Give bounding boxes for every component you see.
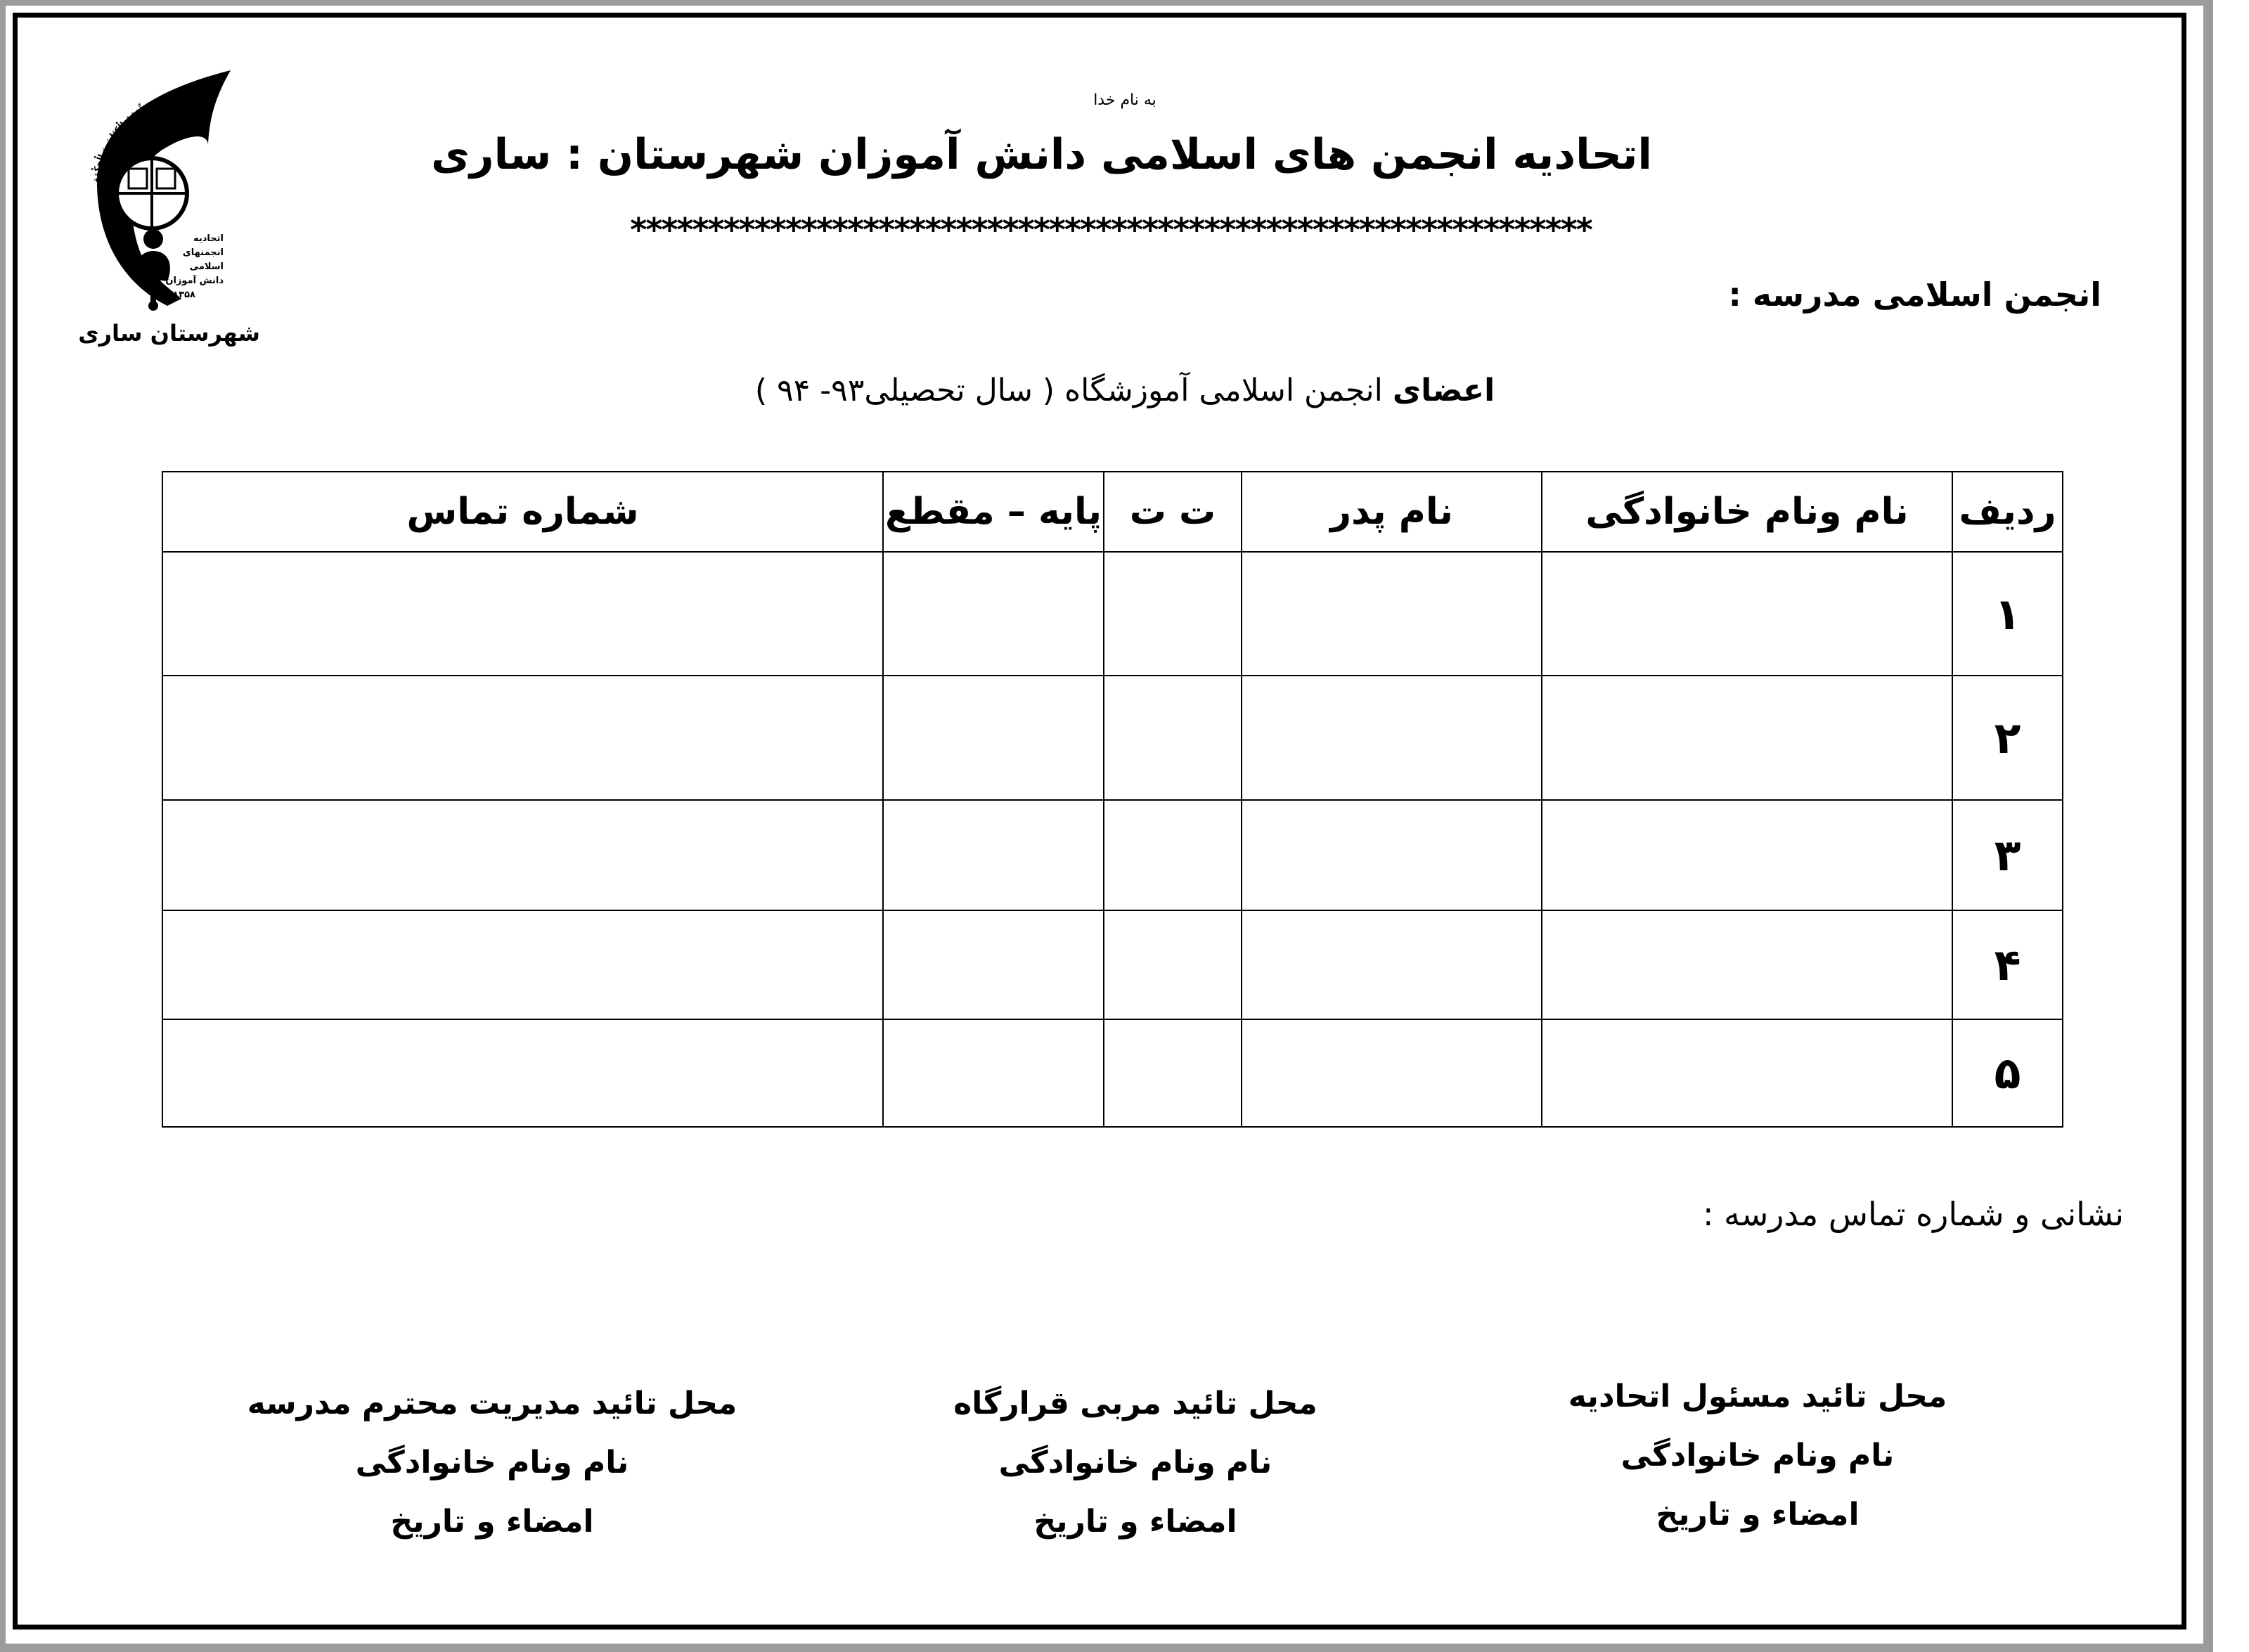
logo-year: ۱۳۵۸ xyxy=(173,290,195,300)
signature-name-label: نام ونام خانوادگی xyxy=(1620,1438,1895,1473)
row-number: ۴ xyxy=(1952,910,2063,1019)
row-number: ۲ xyxy=(1952,676,2063,800)
phone-cell[interactable] xyxy=(162,910,883,1019)
signature-title: محل تائید مدیریت محترم مدرسه xyxy=(247,1386,737,1421)
signature-sign-label: امضاء و تاریخ xyxy=(1033,1504,1237,1540)
father-name-cell[interactable] xyxy=(1242,676,1542,800)
full-name-cell[interactable] xyxy=(1542,676,1952,800)
grade-cell[interactable] xyxy=(883,676,1104,800)
signature-sign-label: امضاء و تاریخ xyxy=(1656,1497,1860,1532)
logo-side-text-3: اسلامی xyxy=(189,262,224,272)
signature-sign-label: امضاء و تاریخ xyxy=(390,1504,594,1540)
table-row xyxy=(162,1019,2063,1127)
grade-cell[interactable] xyxy=(883,910,1104,1019)
birth-date-cell[interactable] xyxy=(1104,676,1242,800)
signature-block-instructor xyxy=(819,1374,1452,1551)
signature-block-association xyxy=(1441,1367,2074,1544)
logo-side-text-1: اتحادیه xyxy=(193,233,224,244)
school-address-label: نشانی و شماره تماس مدرسه : xyxy=(1702,1195,2124,1233)
table-row xyxy=(162,552,2063,676)
col-header-father-name: نام پدر xyxy=(1242,472,1542,552)
table-row xyxy=(162,800,2063,910)
col-header-birth-date: ت ت xyxy=(1104,472,1242,552)
row-number: ۱ xyxy=(1952,552,2063,676)
basmala: به نام خدا xyxy=(1093,91,1156,109)
full-name-cell[interactable] xyxy=(1542,1019,1952,1127)
association-logo xyxy=(78,67,260,362)
birth-date-cell[interactable] xyxy=(1104,1019,1242,1127)
logo-arc-text: وَ يُعَلِّمُهُمُ الْكِتَابَ وَ الْحِكْمَة xyxy=(90,97,161,183)
father-name-cell[interactable] xyxy=(1242,552,1542,676)
father-name-cell[interactable] xyxy=(1242,1019,1542,1127)
birth-date-cell[interactable] xyxy=(1104,552,1242,676)
grade-cell[interactable] xyxy=(883,1019,1104,1127)
row-number: ۵ xyxy=(1952,1019,2063,1127)
form-subtitle xyxy=(668,373,1582,408)
table-header-row xyxy=(162,472,2063,552)
phone-cell[interactable] xyxy=(162,1019,883,1127)
grade-cell[interactable] xyxy=(883,800,1104,910)
full-name-cell[interactable] xyxy=(1542,800,1952,910)
col-header-row-number: ردیف xyxy=(1952,472,2063,552)
father-name-cell[interactable] xyxy=(1242,800,1542,910)
signature-name-label: نام ونام خانوادگی xyxy=(355,1445,629,1480)
table-row xyxy=(162,910,2063,1019)
father-name-cell[interactable] xyxy=(1242,910,1542,1019)
col-header-phone: شماره تماس xyxy=(162,472,883,552)
signature-block-principal xyxy=(176,1374,808,1551)
subtitle-bold: اعضای xyxy=(1392,373,1495,408)
logo-side-text-4: دانش آموزان xyxy=(165,276,224,286)
signature-name-label: نام ونام خانوادگی xyxy=(998,1445,1272,1480)
grade-cell[interactable] xyxy=(883,552,1104,676)
row-number: ۳ xyxy=(1952,800,2063,910)
subtitle-rest: انجمن اسلامی آموزشگاه ( سال تحصیلی۹۳- ۹۴ ) xyxy=(754,373,1393,408)
table-row xyxy=(162,676,2063,800)
full-name-cell[interactable] xyxy=(1542,910,1952,1019)
phone-cell[interactable] xyxy=(162,676,883,800)
members-table xyxy=(162,471,2063,1128)
logo-figure-head xyxy=(143,229,163,249)
signature-title: محل تائید مسئول اتحادیه xyxy=(1568,1379,1947,1414)
logo-side-text-2: انجمنهای xyxy=(182,247,224,258)
col-header-grade-level: پایه – مقطع xyxy=(883,472,1104,552)
col-header-full-name: نام ونام خانوادگی xyxy=(1542,472,1952,552)
birth-date-cell[interactable] xyxy=(1104,800,1242,910)
signature-title: محل تائید مربی قرارگاه xyxy=(953,1386,1317,1421)
birth-date-cell[interactable] xyxy=(1104,910,1242,1019)
phone-cell[interactable] xyxy=(162,552,883,676)
logo-caption: شهرستان ساری xyxy=(78,320,260,347)
phone-cell[interactable] xyxy=(162,800,883,910)
star-divider: ************************************************************** xyxy=(630,211,1592,249)
school-name-label: انجمن اسلامی مدرسه : xyxy=(1728,276,2101,314)
full-name-cell[interactable] xyxy=(1542,552,1952,676)
page-title: اتحادیه انجمن های اسلامی دانش آموزان شهرستان : ساری xyxy=(431,130,1652,179)
